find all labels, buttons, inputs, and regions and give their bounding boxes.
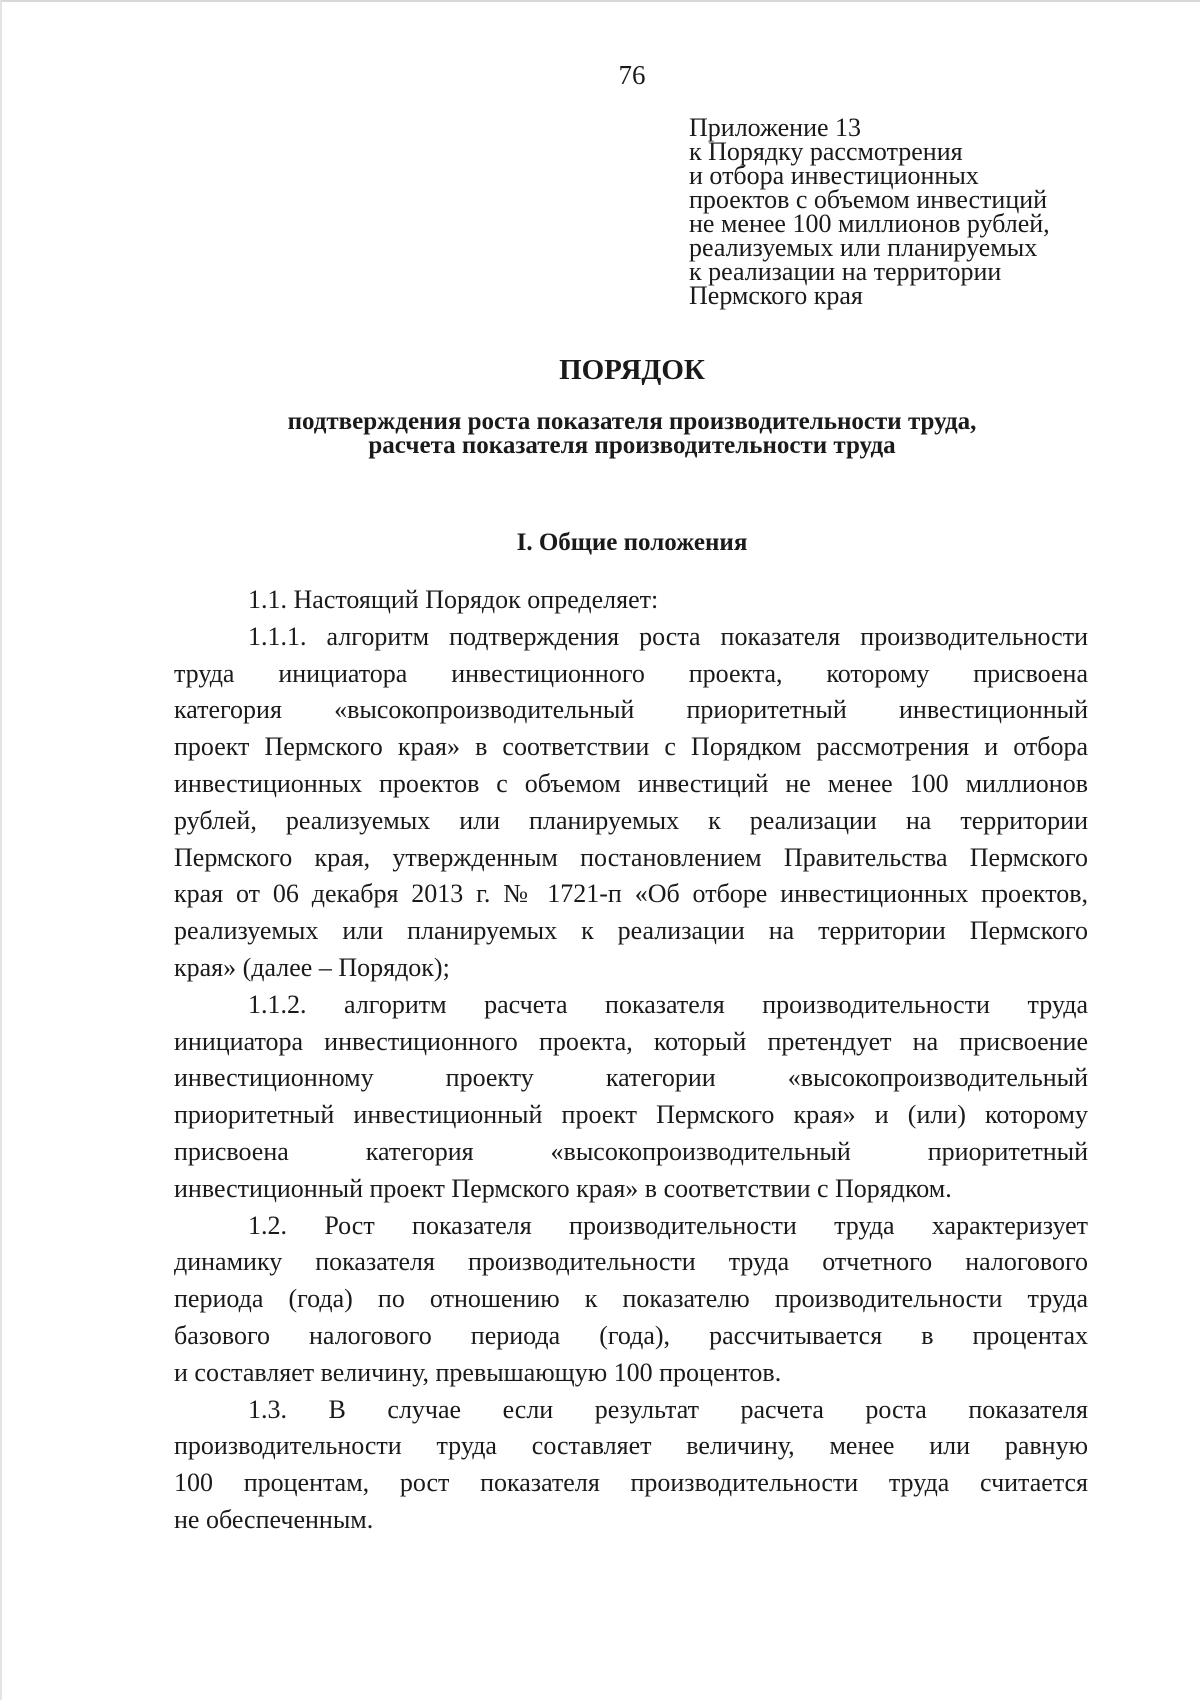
paragraph-1-3-line: не обеспеченным. (174, 1504, 374, 1534)
page-number: 76 (618, 60, 646, 90)
paragraph-1-1-1-line: 1.1.1. алгоритм подтверждения роста показателя производительности (248, 621, 1088, 651)
appendix-line: Приложение 13 (689, 113, 862, 142)
paragraph-1-1-2-line: инициатора инвестиционного проекта, который претендует на присвоение (174, 1026, 1088, 1056)
section-heading: I. Общие положения (516, 529, 748, 556)
paragraph-1-1-2-line: 1.1.2. алгоритм расчета показателя производительности труда (248, 989, 1088, 1019)
paragraph-1-2-line: базового налогового периода (года), рассчитывается в процентах (174, 1320, 1088, 1350)
paragraph-1-2-line: 1.2. Рост показателя производительности труда характеризует (248, 1210, 1088, 1240)
paragraph-1-2-line: и составляет величину, превышающую 100 процентов. (174, 1357, 782, 1387)
paragraph-1-1-2-line: присвоена категория «высокопроизводительный приоритетный (174, 1136, 1088, 1166)
paragraph-1-1-1-line: проект Пермского края» в соответствии с Порядком рассмотрения и отбора (174, 732, 1088, 762)
paragraph-1-1-2-line: инвестиционному проекту категории «высокопроизводительный (174, 1063, 1088, 1093)
body-text (174, 582, 1088, 1539)
paragraph-1-1-1-line: реализуемых или планируемых к реализации на территории Пермского (174, 916, 1088, 946)
appendix-line: проектов с объемом инвестиций (689, 185, 1048, 214)
paragraph-1-1-1-line: края» (далее – Порядок); (174, 952, 450, 982)
paragraph-1-1-1-line: инвестиционных проектов с объемом инвестиций не менее 100 миллионов (174, 768, 1088, 798)
paragraph-1-3-line: производительности труда составляет величину, менее или равную (174, 1431, 1088, 1461)
paragraph-1-1-1-line: края от 06 декабря 2013 г. № 1721-п «Об отборе инвестиционных проектов, (174, 879, 1088, 909)
document-subtitle (2, 410, 1200, 458)
appendix-line: к Порядку рассмотрения (689, 137, 963, 166)
appendix-line: и отбора инвестиционных (689, 161, 979, 190)
paragraph-1-2-line: периода (года) по отношению к показателю производительности труда (174, 1284, 1088, 1314)
subtitle-line-1: подтверждения роста показателя производительности труда, (287, 408, 977, 435)
subtitle-line-2: расчета показателя производительности труда (368, 432, 896, 459)
paragraph-1-1-2-line: инвестиционный проект Пермского края» в соответствии с Порядком. (174, 1173, 952, 1203)
paragraph-1-1-1-line: труда инициатора инвестиционного проекта, которому присвоена (174, 658, 1088, 688)
appendix-line: не менее 100 миллионов рублей, (689, 209, 1050, 238)
appendix-block (689, 113, 1109, 310)
paragraph-1-1-1-line: Пермского края, утвержденным постановлением Правительства Пермского (174, 842, 1088, 872)
appendix-line: к реализации на территории (689, 257, 1002, 286)
paragraph-1-1-1-line: категория «высокопроизводительный приоритетный инвестиционный (174, 695, 1088, 725)
appendix-line: реализуемых или планируемых (689, 233, 1038, 262)
paragraph-1-3-line: 100 процентам, рост показателя производительности труда считается (174, 1468, 1088, 1498)
document-title: ПОРЯДОК (559, 354, 705, 386)
paragraph-1-1: 1.1. Настоящий Порядок определяет: (248, 585, 659, 614)
paragraph-1-2-line: динамику показателя производительности труда отчетного налогового (174, 1247, 1088, 1277)
appendix-line: Пермского края (689, 281, 863, 310)
paragraph-1-3-line: 1.3. В случае если результат расчета роста показателя (248, 1394, 1088, 1424)
paragraph-1-1-2-line: приоритетный инвестиционный проект Пермского края» и (или) которому (174, 1100, 1088, 1130)
paragraph-1-1-1-line: рублей, реализуемых или планируемых к реализации на территории (174, 805, 1088, 835)
